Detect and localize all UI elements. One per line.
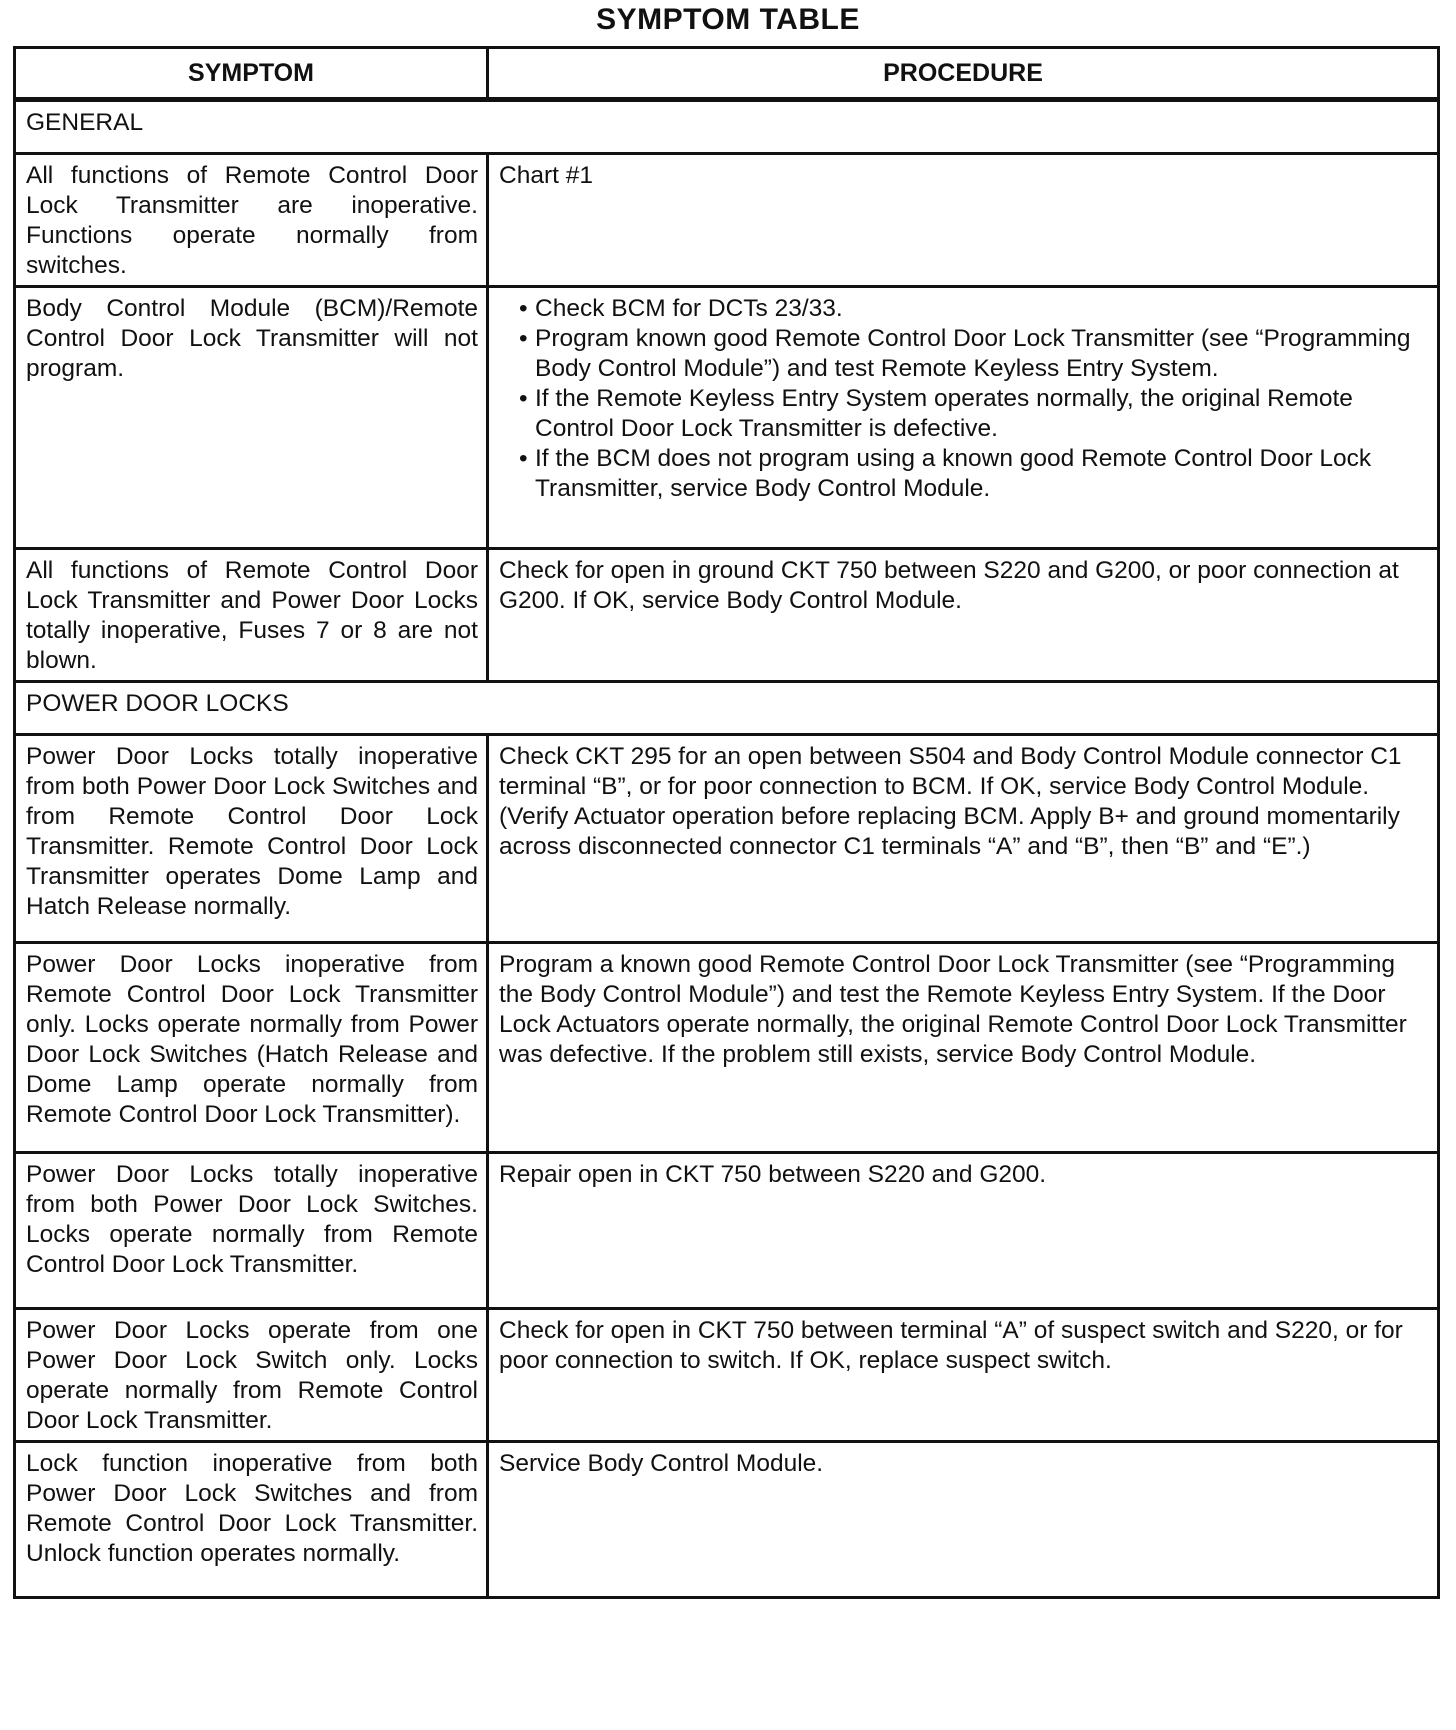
procedure-step: • If the BCM does not program using a known good Remote Control Door Lock Transmitter, service Body Control Module. [535, 444, 1429, 504]
section-row-general [15, 100, 1439, 154]
symptom-table [13, 46, 1440, 1599]
procedure-cell: Program a known good Remote Control Door Lock Transmitter (see “Programming the Body Control Module”) and test the Remote Keyless Entry System. If the Door Lock Actuators operate normally, the original Remote Control Door Lock Transmitter was defective. If the problem still exists, service Body Control Module. [488, 943, 1439, 1153]
table-row [15, 549, 1439, 682]
procedure-step: • If the Remote Keyless Entry System operates normally, the original Remote Control Door Lock Transmitter is defective. [535, 384, 1429, 444]
symptom-cell: Power Door Locks totally inoperative from both Power Door Lock Switches and from Remote Control Door Lock Transmitter. Remote Control Door Lock Transmitter operates Dome Lamp and Hatch Release normally. [15, 735, 488, 943]
table-row [15, 943, 1439, 1153]
section-title-power-door-locks: POWER DOOR LOCKS [15, 682, 1439, 735]
procedure-steps [499, 294, 1429, 504]
procedure-step: • Program known good Remote Control Door Lock Transmitter (see “Programming Body Control Module”) and test Remote Keyless Entry System. [535, 324, 1429, 384]
symptom-cell: Body Control Module (BCM)/Remote Control Door Lock Transmitter will not program. [15, 287, 488, 549]
symptom-cell: All functions of Remote Control Door Lock Transmitter and Power Door Locks totally inoperative, Fuses 7 or 8 are not blown. [15, 549, 488, 682]
table-row [15, 735, 1439, 943]
table-row [15, 1153, 1439, 1309]
procedure-cell: Check for open in CKT 750 between terminal “A” of suspect switch and S220, or for poor connection to switch. If OK, replace suspect switch. [488, 1309, 1439, 1442]
table-row [15, 1442, 1439, 1598]
procedure-header: PROCEDURE [488, 48, 1439, 100]
table-row [15, 154, 1439, 287]
procedure-cell: Service Body Control Module. [488, 1442, 1439, 1598]
procedure-cell: Check for open in ground CKT 750 between S220 and G200, or poor connection at G200. If OK, service Body Control Module. [488, 549, 1439, 682]
header-row [15, 48, 1439, 100]
procedure-step: • Check BCM for DCTs 23/33. [535, 294, 1429, 324]
table-row [15, 287, 1439, 549]
table-row [15, 1309, 1439, 1442]
page-title: SYMPTOM TABLE [596, 3, 860, 36]
section-row-power-door-locks [15, 682, 1439, 735]
procedure-cell: Repair open in CKT 750 between S220 and G200. [488, 1153, 1439, 1309]
symptom-header: SYMPTOM [15, 48, 488, 100]
symptom-cell: Power Door Locks inoperative from Remote Control Door Lock Transmitter only. Locks operate normally from Power Door Lock Switches (Hatch Release and Dome Lamp operate normally from Remote Control Door Lock Transmitter). [15, 943, 488, 1153]
section-title-general: GENERAL [15, 100, 1439, 154]
symptom-cell: Power Door Locks operate from one Power Door Lock Switch only. Locks operate normally from Remote Control Door Lock Transmitter. [15, 1309, 488, 1442]
procedure-cell: Chart #1 [488, 154, 1439, 287]
symptom-cell: Power Door Locks totally inoperative from both Power Door Lock Switches. Locks operate normally from Remote Control Door Lock Transmitter. [15, 1153, 488, 1309]
procedure-cell [488, 287, 1439, 549]
symptom-cell: All functions of Remote Control Door Lock Transmitter are inoperative. Functions operate normally from switches. [15, 154, 488, 287]
procedure-cell: Check CKT 295 for an open between S504 and Body Control Module connector C1 terminal “B”, or for poor connection to BCM. If OK, service Body Control Module. (Verify Actuator operation before replacing BCM. Apply B+ and ground momentarily across disconnected connector C1 terminals “A” and “B”, then “B” and “E”.) [488, 735, 1439, 943]
symptom-cell: Lock function inoperative from both Power Door Lock Switches and from Remote Control Door Lock Transmitter. Unlock function operates normally. [15, 1442, 488, 1598]
